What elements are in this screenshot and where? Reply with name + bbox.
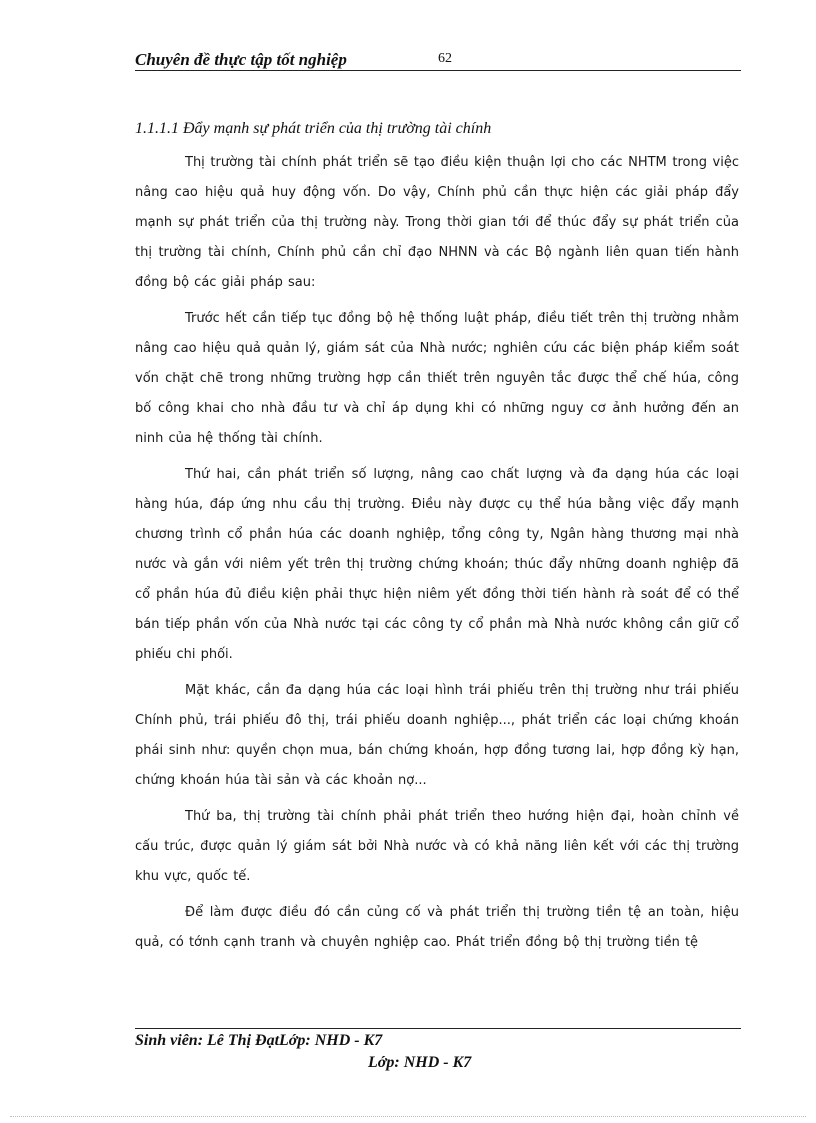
page-number: 62 [438,51,452,66]
page-bottom-rule [10,1116,806,1117]
paragraph-goods: Thứ hai, cần phát triển số lượng, nâng cao chất lượng và đa dạng húa các loại hàng húa, đáp ứng nhu cầu thị trường. Điều này được cụ thể húa bằng việc đẩy mạnh chương trình cổ phần húa các doanh nghiệp, tổng công ty, Ngân hàng thương mại nhà nước và gắn với niêm yết trên thị trường chứng khoán; thúc đẩy những doanh nghiệp đã cổ phần húa đủ điều kiện phải thực hiện niêm yết đồng thời tiến hành rà soát để có thể bán tiếp phần vốn của Nhà nước tại các công ty cổ phần mà Nhà nước không cần giữ cổ phiếu chi phối. [135,467,739,662]
paragraph-legal: Trước hết cần tiếp tục đồng bộ hệ thống luật pháp, điều tiết trên thị trường nhằm nâng cao hiệu quả quản lý, giám sát của Nhà nước; nghiên cứu các biện pháp kiểm soát vốn chặt chẽ trong những trường hợp cần thiết trên nguyên tắc được thể chế húa, công bố công khai cho nhà đầu tư và chỉ áp dụng khi có những nguy cơ ảnh hưởng đến an ninh của hệ thống tài chính. [135,311,739,446]
paragraph-money-market: Để làm được điều đó cần củng cố và phát triển thị trường tiền tệ an toàn, hiệu quả, có tớnh cạnh tranh và chuyên nghiệp cao. Phát triển đồng bộ thị trường tiền tệ [135,905,739,950]
section-heading: 1.1.1.1 Đẩy mạnh sự phát triển của thị trường tài chính [135,120,492,137]
body-text [135,148,739,964]
page-header [135,46,741,71]
footer-class: Lớp: NHD - K7 [368,1054,472,1071]
page-footer [135,1028,741,1071]
paragraph-modern: Thứ ba, thị trường tài chính phải phát triển theo hướng hiện đại, hoàn chỉnh về cấu trúc, được quản lý giám sát bởi Nhà nước và có khả năng liên kết với các thị trường khu vực, quốc tế. [135,809,739,884]
footer-student: Sinh viên: Lê Thị ĐạtLớp: NHD - K7 [135,1032,383,1049]
paragraph-intro: Thị trường tài chính phát triển sẽ tạo điều kiện thuận lợi cho các NHTM trong việc nâng cao hiệu quả huy động vốn. Do vậy, Chính phủ cần thực hiện các giải pháp đẩy mạnh sự phát triển của thị trường này. Trong thời gian tới để thúc đẩy sự phát triển của thị trường tài chính, Chính phủ cần chỉ đạo NHNN và các Bộ ngành liên quan tiến hành đồng bộ các giải pháp sau: [135,155,739,290]
paragraph-bonds: Mặt khác, cần đa dạng húa các loại hình trái phiếu trên thị trường như trái phiếu Chính phủ, trái phiếu đô thị, trái phiếu doanh nghiệp..., phát triển các loại chứng khoán phái sinh như: quyền chọn mua, bán chứng khoán, hợp đồng tương lai, hợp đồng kỳ hạn, chứng khoán húa tài sản và các khoản nợ... [135,683,739,788]
header-title: Chuyên đề thực tập tốt nghiệp [135,50,347,69]
